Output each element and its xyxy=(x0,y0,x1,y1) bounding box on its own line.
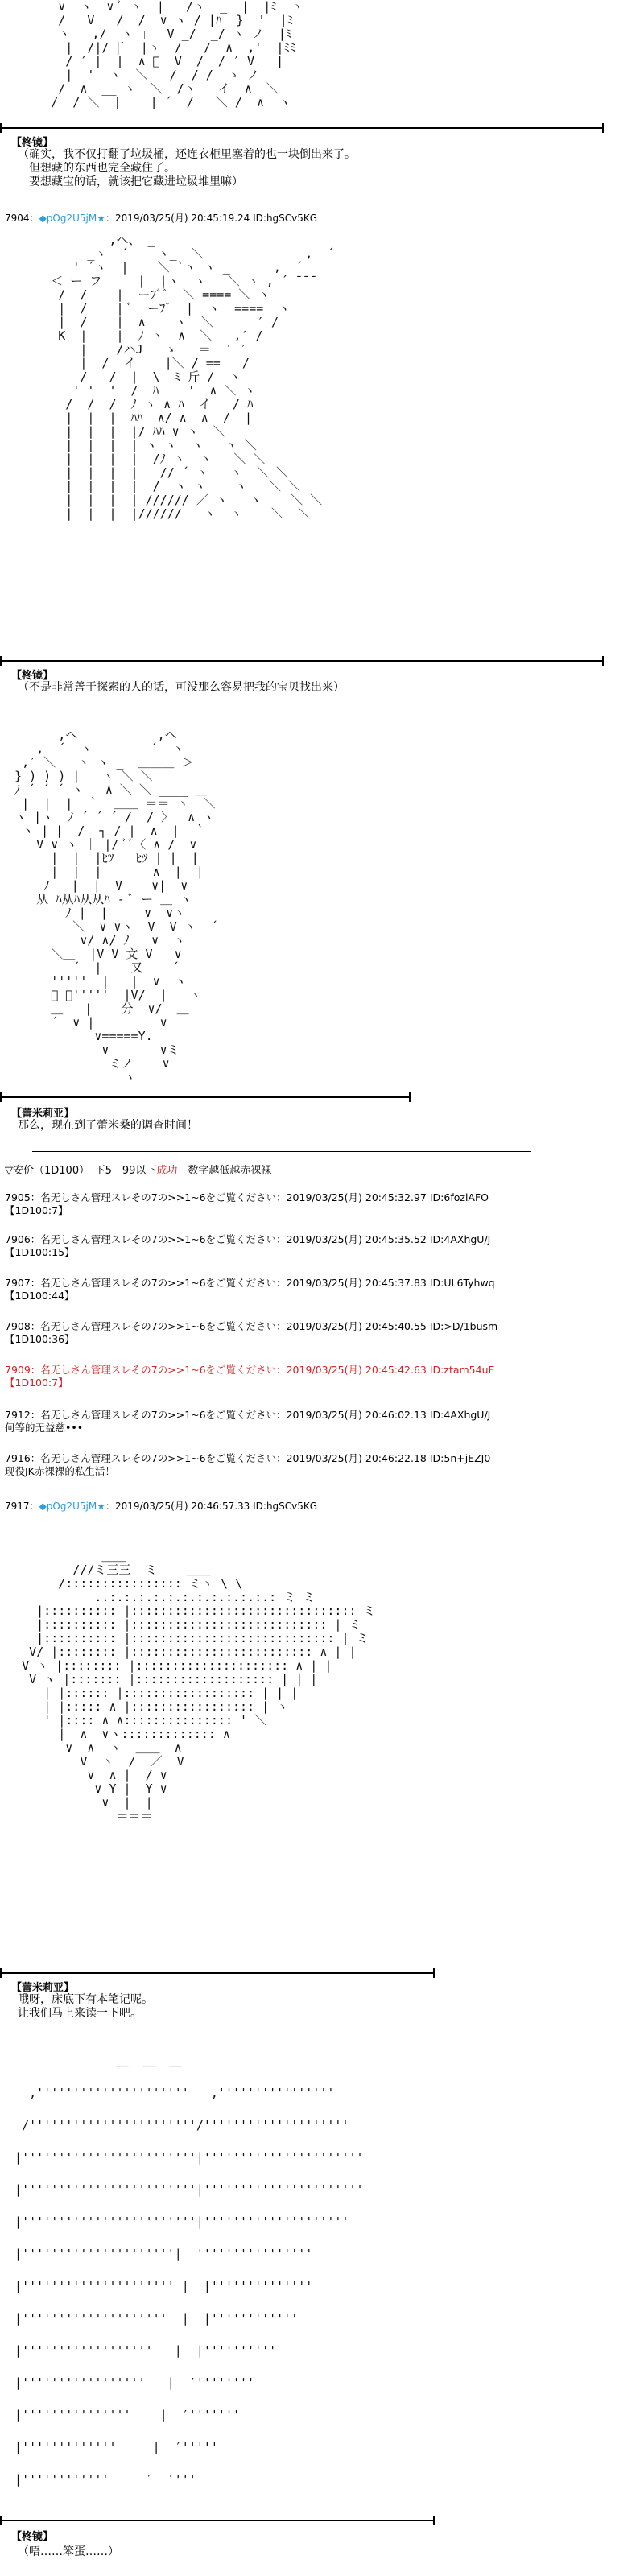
ascii-art-top: ∨ ヽ ∨ ﾞ ヽ | /ヽ _ | |ﾐ ヽ / V / / ∨ ヽ / |ﾊ } ' |ﾐ ヽ ,/ ヽ 」 V _/ _/ ヽ ノ |ﾐ | /|/ |ﾞ |ヽ / / ∧ ,' |ﾐﾐ / ′ | | ∧ ﾞ V / / ′ V | | ' ヽ ＼ / / / ゝ ノ / ∧ __ ヽ ＼ /ヽ イ ∧ ＼ / / ＼ | | ´ / ＼ / ∧ ヽ xyxy=(51,0,303,109)
dialog-text xyxy=(18,1119,198,1133)
speaker-label: 【柊镜】 xyxy=(11,670,54,682)
dialog-separator xyxy=(0,1972,435,1974)
response-post xyxy=(5,1320,497,1346)
post-number: 7904 xyxy=(5,213,30,224)
ascii-art-kagami-closeup: ＿ ＿ ＿ ,''''''''''''''''''''' ,'''''''''''''''' /'''''''''''''''''''''''/'''''''''''''''''''' |''''''''''''''''''''''''|'''''''''''''''''''''' |''''''''''''''''''''''''|'''''''''''''''''''''' |''''''''''''''''''''''''|'''''''''''''''''''' |'''''''''''''''''''''| '''''''''''''''' |''''''''''''''''''''' | |'''''''''''''' |'''''''''''''''''''' | |'''''''''''' |'''''''''''''''''' | |'''''''''' |''''''''''''''''' | ′'''''''' |''''''''''''''' | ′''''''' |''''''''''''' | ′''''' |'''''''''''' ′ ′''' xyxy=(14,2054,364,2487)
dialog-text xyxy=(18,2545,119,2559)
dialog-separator xyxy=(0,1096,411,1098)
dialog-line: （确实，我不仅打翻了垃圾桶，还连衣柜里塞着的也一块倒出来了。 xyxy=(18,148,356,161)
response-body: 何等的无益慈••• xyxy=(5,1422,84,1434)
response-body: 【1D100:36】 xyxy=(5,1333,75,1345)
post-sep: ： xyxy=(29,213,39,224)
response-post xyxy=(5,1409,490,1435)
section-divider xyxy=(32,1151,531,1152)
dialog-text xyxy=(18,1993,153,2021)
response-header: 7906：名无しさん管理スレその7の>>1~6をご覧ください：2019/03/25(月) 20:45:35.52 ID:4AXhgU/J xyxy=(5,1233,491,1245)
post-meta: ：2019/03/25(月) 20:46:57.33 ID:hgSCv5KG xyxy=(105,1501,318,1512)
response-header: 7916：名无しさん管理スレその7の>>1~6をご覧ください：2019/03/25(月) 20:46:22.18 ID:5n+jEZJ0 xyxy=(5,1452,491,1464)
ascii-art-remilia: ,ヘ ,ヘ , ´ ヽ ´ ヽ ,′ ＼ ヽ ヽ _ ＿＿＿ ＞ } ) ) ) | ヽ ＼ ＼ ﾉ ´ ´ ´ ヽ ∧ ＼ ＼ ____ ＿ | | | ｀ ＿＿ ＝＝ ヽ ＼ ヽ |ヽ ﾉ ´ ´ ´ / / 〉 ∧ ヽ ヽ | | / ┐ / | ∧ | ｀ V ∨ ヽ ｜ |/ ﾞﾞ〈 ∧ / ∨ | | |ﾋﾂ ﾋﾂ | | | | | | ∧ | | ﾉ | | V ∨| ∨ 从 ﾊ从ﾊ从从ﾊ - ﾞ ー ＿ ヽ ﾉ | | ∨ ∨ヽ ＼ ∨ ∨ヽ V V ヽ ´ ∨/ ∧/ ﾉ ∨ ヽ ＼＿ |V V 文 V ∨ ´ | 又 ´ ''''' | | ∨ ヽ ﾞ ﾞ''''' |V/ | ヽ ＿ | 分 ∨/ ＿ ´ ∨ | ∨ ∨=====Y. ∨ ∨ミ ミノ ∨ ヽ xyxy=(14,729,218,1084)
dialog-line: （唔……笨蛋……） xyxy=(18,2545,119,2558)
poster-trip-link[interactable]: ◆pOg2U5jM xyxy=(39,213,97,224)
speaker-label: 【蕾米莉亚】 xyxy=(11,1982,75,1994)
response-post xyxy=(5,1233,490,1259)
dialog-separator xyxy=(0,660,604,662)
response-body: 【1D100:7】 xyxy=(5,1377,68,1389)
star-icon: ★ xyxy=(97,213,105,224)
response-body: 现役JK赤裸裸的私生活！ xyxy=(5,1465,115,1477)
anka-prefix: ▽安价（1D100） 下5 99以下 xyxy=(5,1165,157,1177)
response-body: 【1D100:44】 xyxy=(5,1290,75,1302)
response-header: 7909：名无しさん管理スレその7の>>1~6をご覧ください：2019/03/25(月) 20:45:42.63 ID:ztam54uE xyxy=(5,1364,495,1376)
response-post xyxy=(5,1277,495,1302)
poster-trip-link[interactable]: ◆pOg2U5jM xyxy=(39,1501,97,1512)
dialog-separator xyxy=(0,2520,435,2521)
anka-success: 成功 xyxy=(156,1165,178,1177)
post-sep: ： xyxy=(29,1501,39,1512)
response-post-selected xyxy=(5,1364,494,1389)
post-header xyxy=(5,1499,317,1513)
speaker-label: 【蕾米莉亚】 xyxy=(11,1108,75,1120)
response-body: 【1D100:15】 xyxy=(5,1246,75,1258)
ascii-art-bed-scene: ＿＿ ///ミ三三 ミ ＿＿ /:::::::::::::::: ミヽ \ \ ______ ..:.:.:.:.:.:.:.:.:.:.:.: ミ ミ |:::::::::: |::::::::::::::::::::::::::::::: ミ |:::::::::: |::::::::::::::::::::::::::: | ミ |:::::::::: |:::::::::::::::::::::::::::: | ミ V/ |:::::::: |::::::::::::::::::::::::: ∧ | | V ヽ |:::::::: |::::::::::::::::::::: ∧ | | V ヽ |::::::: |::::::::::::::::::: | | | | |:::::: |:::::::::::::::::: | | | | |::::: ∧ |::::::::::::::::: | ヽ ' |:::: ∧ ∧::::::::::::::: ' ＼ | ∧ ∨ヽ::::::::::::: ∧ ∨ ∧ ヽ ＿＿ ∧ V ヽ / ／ V ∨ ∧ | / ∨ ∨ Y | Y ∨ ∨ | | ＝＝＝ xyxy=(22,1550,376,1823)
post-header xyxy=(5,211,317,225)
speaker-label: 【柊镜】 xyxy=(11,2531,54,2543)
response-header: 7907：名无しさん管理スレその7の>>1~6をご覧ください：2019/03/25(月) 20:45:37.83 ID:UL6Tyhwq xyxy=(5,1277,495,1289)
response-body: 【1D100:7】 xyxy=(5,1204,68,1216)
response-post xyxy=(5,1452,490,1478)
ascii-art-sword: ,ヘ、 _ _ヽ ´ ヽ_ ＼ , ´ ' ´ヽ | ＼ `ヽ ヽ _ , ´ ＜ ー フ | |ヽ ヽ ＼ ヽ , ´ ̄ ̄ ̄ / / | ーﾌﾞﾞ ＼ ==== ＼ ヽ | / | ﾞ ーﾌﾞ | ヽ ==== ヽ | / | ∧ ヽ ＼ ′ / K | | ﾉ ヽ ∧ ＼ ,′ / | /ハJ ゝ ＝ ′ ′ | / イ |＼ / == / / / | \ ﾐ 斤 / ヽ ' ' ' / ﾊ ' ∧ ＼ ヽ / / / ﾉ ヽ ∧ ﾊ イ / ﾊ | | | ﾊﾊ ∧/ ∧ ∧ / | | | | |/ ﾊﾊ ∨ ヽ ＼ | | | | ヽ ヽ ヽ ヽ ＼ | | | | /ﾉ ヽ ヽ ＼ ＼ | | | | // ´ ヽ ヽ ＼ ＼ | | | | /_ ヽ ヽ ヽ ＼ ＼ | | | | ////// ／ ヽ ヽ ＼ ＼ | | | |////// ヽ ヽ ＼ ＼ xyxy=(51,233,335,521)
dialog-text xyxy=(18,148,356,189)
speaker-label: 【柊镜】 xyxy=(11,137,54,149)
dialog-line: 要想藏宝的话，就该把它藏进垃圾堆里嘛） xyxy=(18,175,243,188)
dialog-line: 但想藏的东西也完全藏住了。 xyxy=(18,162,175,175)
response-header: 7908：名无しさん管理スレその7の>>1~6をご覧ください：2019/03/25(月) 20:45:40.55 ID:>D/1busm xyxy=(5,1320,498,1332)
dialog-line: 让我们马上来读一下吧。 xyxy=(18,2007,142,2020)
dialog-text xyxy=(18,681,345,695)
dialog-line: 那么，现在到了蕾米桑的调查时间！ xyxy=(18,1119,198,1132)
dialog-line: （不是非常善于探索的人的话，可没那么容易把我的宝贝找出来） xyxy=(18,681,345,694)
anka-suffix: 数字越低越赤裸裸 xyxy=(177,1165,272,1177)
response-header: 7905：名无しさん管理スレその7の>>1~6をご覧ください：2019/03/25(月) 20:45:32.97 ID:6fozlAFO xyxy=(5,1191,489,1203)
star-icon: ★ xyxy=(97,1501,105,1512)
response-header: 7912：名无しさん管理スレその7の>>1~6をご覧ください：2019/03/25(月) 20:46:02.13 ID:4AXhgU/J xyxy=(5,1409,491,1421)
anka-instruction xyxy=(5,1162,271,1177)
dialog-separator xyxy=(0,127,604,129)
dialog-line: 哦呀，床底下有本笔记呢。 xyxy=(18,1993,153,2006)
post-meta: ：2019/03/25(月) 20:45:19.24 ID:hgSCv5KG xyxy=(105,213,318,224)
response-post xyxy=(5,1191,489,1217)
post-number: 7917 xyxy=(5,1501,30,1512)
